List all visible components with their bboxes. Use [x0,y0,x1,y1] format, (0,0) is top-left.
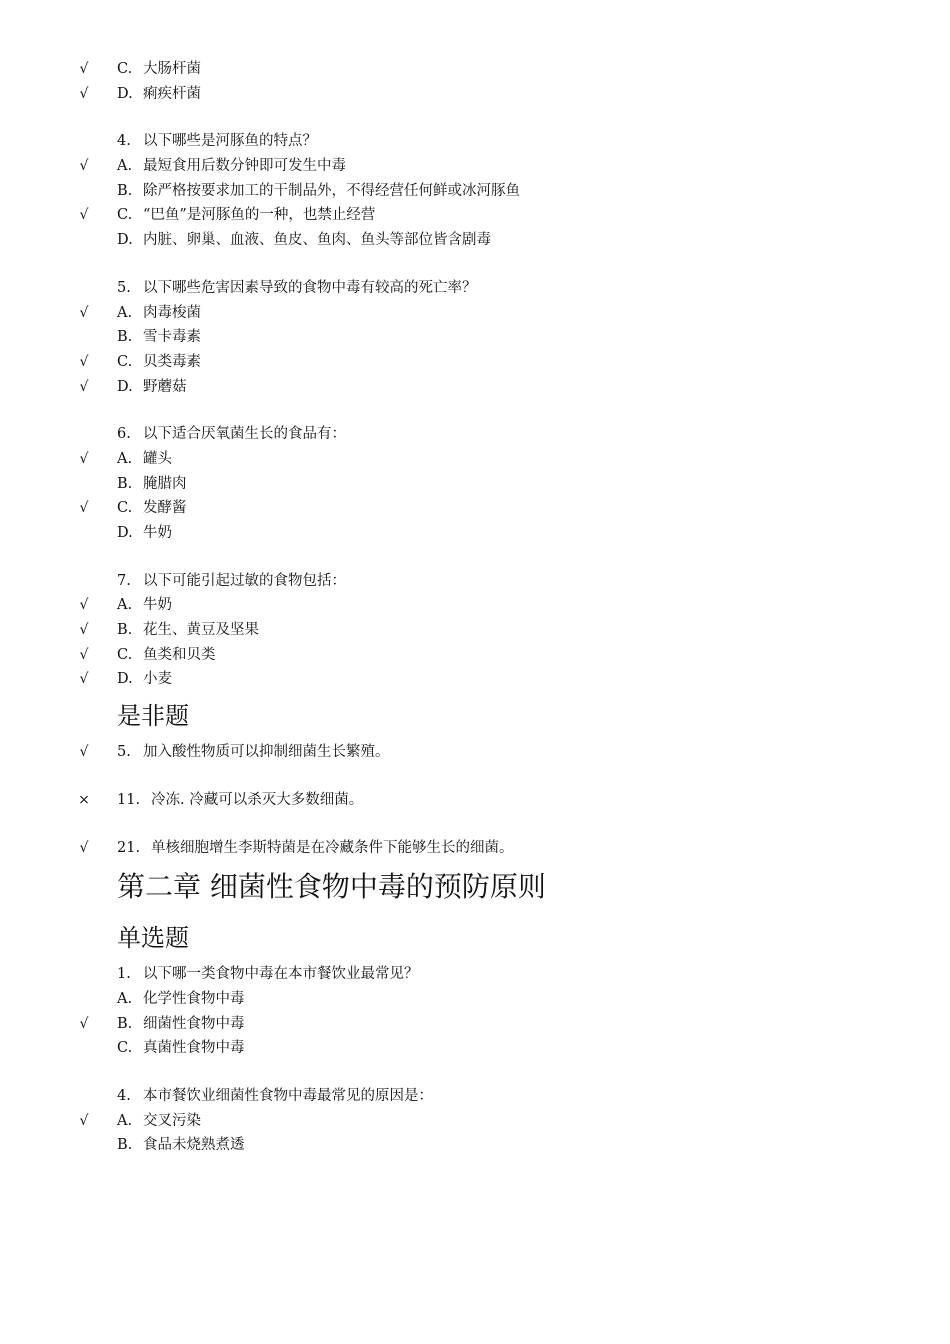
question-text: 本市餐饮业细菌性食物中毒最常见的原因是： [143,1087,433,1104]
option-label: B. [117,622,133,639]
answer-option [0,740,950,765]
option-label: D. [117,232,133,249]
option-label: C. [117,61,133,77]
answer-option [0,350,950,375]
answer-mark: √ [79,500,89,517]
answer-option [0,593,950,618]
answer-option [0,57,950,82]
option-label: B. [117,182,133,199]
option-text: 牛奶 [143,597,172,614]
option-text: 鱼类和贝类 [143,646,216,663]
answer-mark: √ [79,1112,89,1129]
answer-mark: √ [79,85,89,102]
section-heading: 是非题 [117,702,189,731]
answer-mark: √ [79,61,89,77]
blank-line [0,399,950,422]
answer-option [0,643,950,668]
answer-mark: × [78,791,90,808]
blank-line [0,546,950,569]
answer-option [0,1133,950,1158]
blank-line [0,813,950,836]
answer-option [0,447,950,472]
answer-option [0,228,950,253]
option-text: “巴鱼”是河豚鱼的一种，也禁止经营 [143,207,376,224]
option-text: 食品未烧熟煮透 [143,1137,245,1154]
answer-option [0,1012,950,1037]
question [0,962,950,987]
answer-option [0,521,950,546]
answer-mark: √ [79,1015,89,1032]
answer-option [0,472,950,497]
answer-option [0,836,950,861]
question-number: 5. [117,279,131,296]
question [0,129,950,154]
answer-option [0,154,950,179]
option-label: D. [117,671,133,688]
question-number: 6. [117,426,131,443]
chapter-heading: 第二章 细菌性食物中毒的预防原则 [117,870,546,904]
question-text: 以下适合厌氧菌生长的食品有： [143,426,346,443]
option-text: 加入酸性物质可以抑制细菌生长繁殖。 [143,744,390,761]
answer-mark: √ [79,158,89,175]
blank-line [0,106,950,129]
question [0,276,950,301]
option-text: 真菌性食物中毒 [143,1040,245,1057]
option-text: 腌腊肉 [143,475,187,492]
question-text: 以下可能引起过敏的食物包括： [143,572,346,589]
answer-mark: √ [79,646,89,663]
question-number: 7. [117,572,131,589]
question [0,1084,950,1109]
option-label: A. [117,597,133,614]
answer-mark: √ [79,450,89,467]
answer-mark: √ [79,353,89,370]
option-label: C. [117,1040,133,1057]
option-label: B. [117,1015,133,1032]
option-text: 小麦 [143,671,172,688]
option-text: 牛奶 [143,525,172,541]
question-number: 1. [117,966,131,983]
option-text: 肉毒梭菌 [143,304,201,321]
answer-mark: √ [79,597,89,614]
question-text: 以下哪些是河豚鱼的特点？ [143,133,317,150]
answer-option [0,987,950,1012]
option-text: 罐头 [143,450,172,467]
answer-mark: √ [79,207,89,224]
answer-option [0,203,950,228]
answer-option [0,179,950,204]
option-text: 痢疾杆菌 [143,85,201,102]
option-label: A. [117,304,133,321]
answer-mark: √ [79,304,89,321]
answer-mark: √ [79,744,89,761]
option-text: 发酵酱 [143,500,187,517]
answer-mark: √ [79,622,89,639]
option-text: 冷冻. 冷藏可以杀灭大多数细菌。 [151,791,364,808]
option-text: 细菌性食物中毒 [143,1015,245,1032]
option-label: A. [117,1112,133,1129]
option-label: D. [117,525,133,541]
option-label: B. [117,1137,133,1154]
option-text: 最短食用后数分钟即可发生中毒 [143,158,346,175]
blank-line [0,253,950,276]
option-label: D. [117,378,133,395]
question [0,569,950,594]
option-text: 内脏、卵巢、血液、鱼皮、鱼肉、鱼头等部位皆含剧毒 [143,232,491,249]
answer-option [0,788,950,813]
answer-option [0,375,950,400]
question-number: 4. [117,1087,131,1104]
answer-option [0,325,950,350]
option-label: C. [117,500,133,517]
answer-mark: √ [79,378,89,395]
option-label: B. [117,475,133,492]
question [0,422,950,447]
answer-option [0,667,950,692]
option-label: 5. [117,744,131,761]
blank-line [0,1061,950,1084]
option-label: C. [117,646,133,663]
option-text: 雪卡毒素 [143,329,201,346]
answer-option [0,1109,950,1134]
option-text: 花生、黄豆及坚果 [143,622,259,639]
option-label: D. [117,85,133,102]
option-label: A. [117,158,133,175]
option-text: 贝类毒素 [143,353,201,370]
answer-option [0,496,950,521]
question-text: 以下哪一类食物中毒在本市餐饮业最常见？ [143,966,419,983]
option-text: 交叉污染 [143,1112,201,1129]
option-label: 11. [117,791,141,808]
answer-mark: √ [79,839,89,856]
top-margin [0,0,950,57]
answer-option [0,82,950,107]
option-text: 大肠杆菌 [143,61,201,77]
option-label: C. [117,207,133,224]
answer-option [0,1036,950,1061]
option-label: A. [117,450,133,467]
section-heading: 单选题 [117,924,189,953]
blank-line [0,765,950,788]
option-label: 21. [117,839,141,856]
option-text: 除严格按要求加工的干制品外，不得经营任何鲜或冰河豚鱼 [143,182,520,199]
option-text: 野蘑菇 [143,378,187,395]
answer-option [0,618,950,643]
option-text: 单核细胞增生李斯特菌是在冷藏条件下能够生长的细菌。 [151,839,514,856]
option-text: 化学性食物中毒 [143,990,245,1007]
question-number: 4. [117,133,131,150]
answer-option [0,301,950,326]
option-label: B. [117,329,133,346]
question-text: 以下哪些危害因素导致的食物中毒有较高的死亡率？ [143,279,477,296]
answer-mark: √ [79,671,89,688]
option-label: A. [117,990,133,1007]
option-label: C. [117,353,133,370]
